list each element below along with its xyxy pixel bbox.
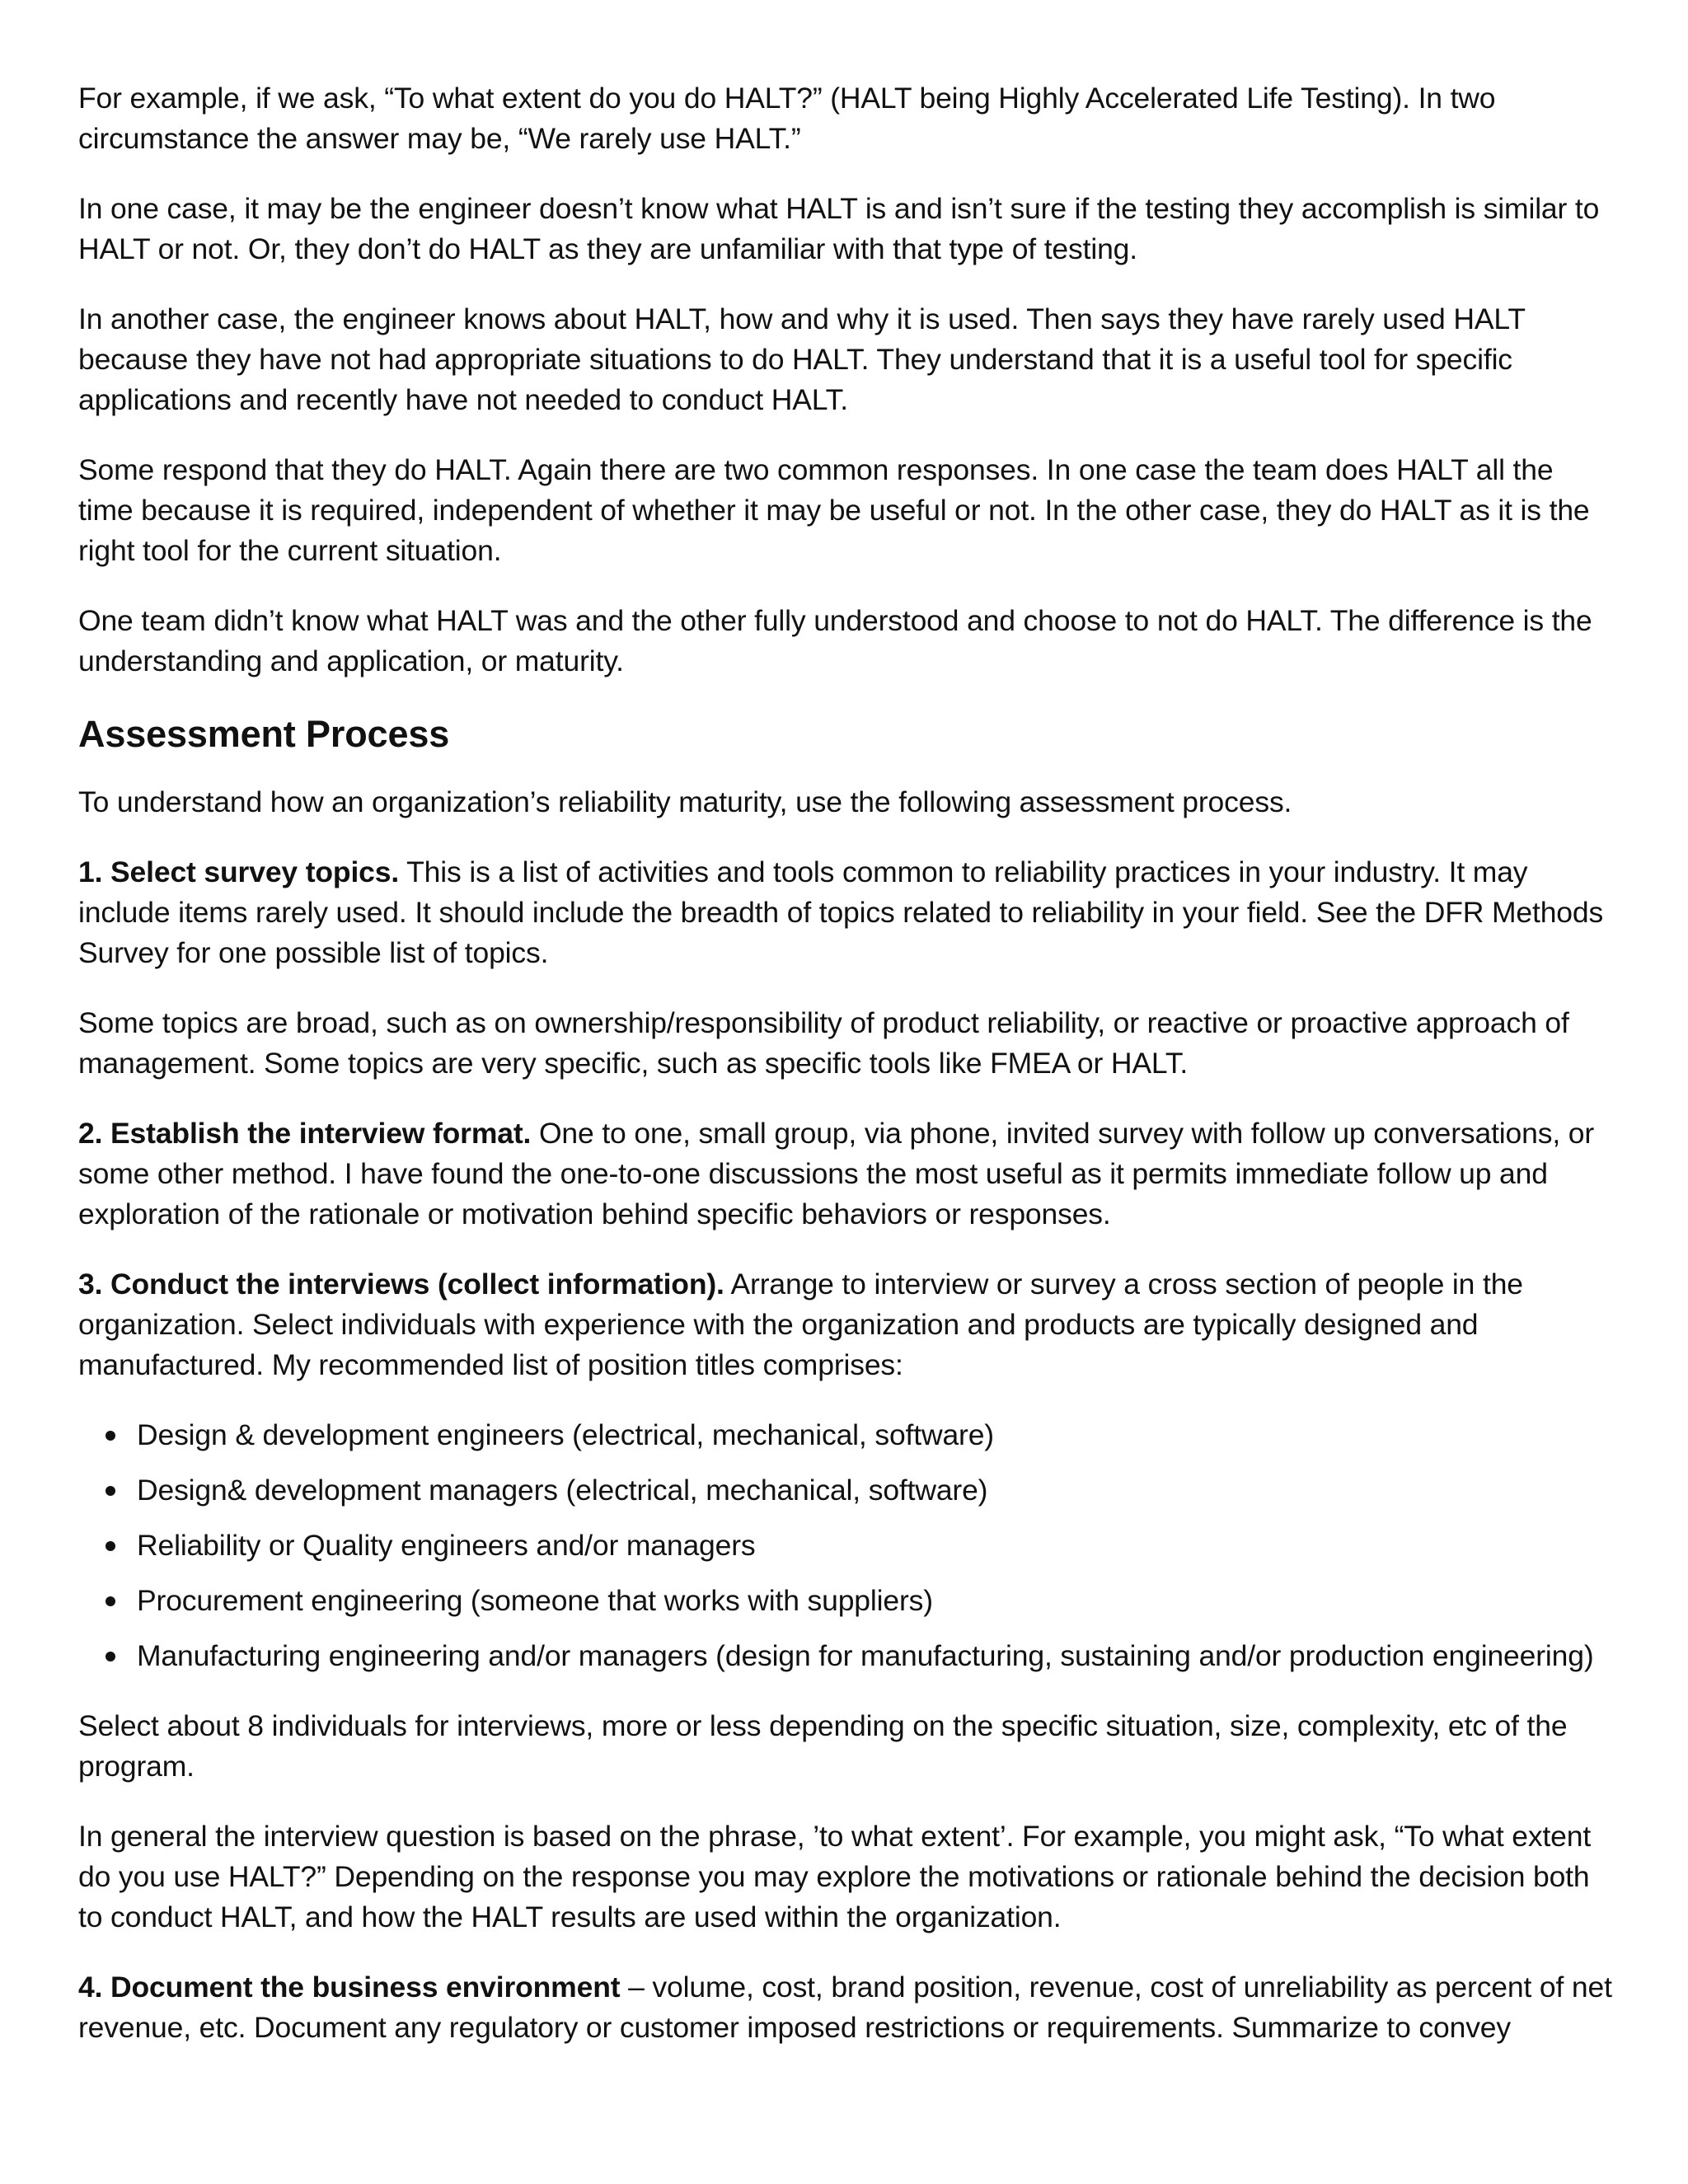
paragraph-do-halt: Some respond that they do HALT. Again there are two common responses. In one case the team does HALT all the time because it is required, independent of whether it may be useful or not. In the other case, they do HALT as it is the right tool for the current situation.: [78, 453, 1590, 567]
paragraph-case-informed: In another case, the engineer knows about HALT, how and why it is used. Then says they have rarely used HALT because they have not had appropriate situations to do HALT. They understand that it is a useful tool for specific applications and recently have not needed to conduct HALT.: [78, 302, 1526, 416]
list-item: Design & development engineers (electrical, mechanical, software): [137, 1415, 1614, 1455]
list-item: Reliability or Quality engineers and/or managers: [137, 1526, 1614, 1566]
paragraph-interview-question: In general the interview question is based on the phrase, ’to what extent’. For example, you might ask, “To what extent do you use HALT?” Depending on the response you may explore the motivations or rationale behind the decision both to conduct HALT, and how the HALT results are used within the organization.: [78, 1820, 1592, 1933]
step-3-text: Arrange to interview or survey a cross section of people in the organization. Select individuals with experience with the organization and products are typically designed and manufactured. My recommended list of position titles comprises:: [78, 1268, 1523, 1381]
list-item: Manufacturing engineering and/or managers (design for manufacturing, sustaining and/or production engineering): [137, 1636, 1614, 1676]
step-1-followup: Some topics are broad, such as on ownership/responsibility of product reliability, or reactive or proactive approach of management. Some topics are very specific, such as specific tools like FMEA or HALT.: [78, 1006, 1569, 1080]
position-titles-list: [78, 1415, 1614, 1676]
list-item: Design& development managers (electrical, mechanical, software): [137, 1470, 1614, 1511]
step-3-paragraph: [78, 1264, 1614, 1385]
step-4-text: – volume, cost, brand position, revenue, cost of unreliability as percent of net revenue, etc. Document any regulatory or customer imposed restrictions or requirements. Summarize to convey: [78, 1971, 1612, 2044]
paragraph-halt-example: For example, if we ask, “To what extent do you do HALT?” (HALT being Highly Accelerated Life Testing). In two circumstance the answer may be, “We rarely use HALT.”: [78, 82, 1496, 155]
step-2-paragraph: [78, 1113, 1614, 1235]
section-heading: Assessment Process: [78, 713, 450, 755]
step-3-label: 3. Conduct the interviews (collect information).: [78, 1268, 724, 1301]
step-4-paragraph: [78, 1967, 1614, 2048]
paragraph-select-individuals: Select about 8 individuals for interviews, more or less depending on the specific situation, size, complexity, etc of the program.: [78, 1709, 1568, 1783]
step-1-paragraph: [78, 852, 1614, 973]
step-1-label: 1. Select survey topics.: [78, 855, 400, 888]
step-1-text: This is a list of activities and tools common to reliability practices in your industry. It may include items rarely used. It should include the breadth of topics related to reliability in your field. See the DFR Methods Survey for one possible list of topics.: [78, 855, 1604, 969]
paragraph-maturity-difference: One team didn’t know what HALT was and the other fully understood and choose to not do HALT. The difference is the understanding and application, or maturity.: [78, 604, 1592, 677]
step-2-text: One to one, small group, via phone, invited survey with follow up conversations, or some other method. I have found the one-to-one discussions the most useful as it permits immediate follow up and exploration of the rationale or motivation behind specific behaviors or responses.: [78, 1117, 1595, 1230]
section-intro: To understand how an organization’s reliability maturity, use the following assessment process.: [78, 785, 1292, 818]
step-2-label: 2. Establish the interview format.: [78, 1117, 532, 1150]
paragraph-case-unfamiliar: In one case, it may be the engineer doesn’t know what HALT is and isn’t sure if the testing they accomplish is similar to HALT or not. Or, they don’t do HALT as they are unfamiliar with that type of testing.: [78, 192, 1600, 265]
step-4-label: 4. Document the business environment: [78, 1971, 621, 2004]
list-item: Procurement engineering (someone that works with suppliers): [137, 1581, 1614, 1621]
